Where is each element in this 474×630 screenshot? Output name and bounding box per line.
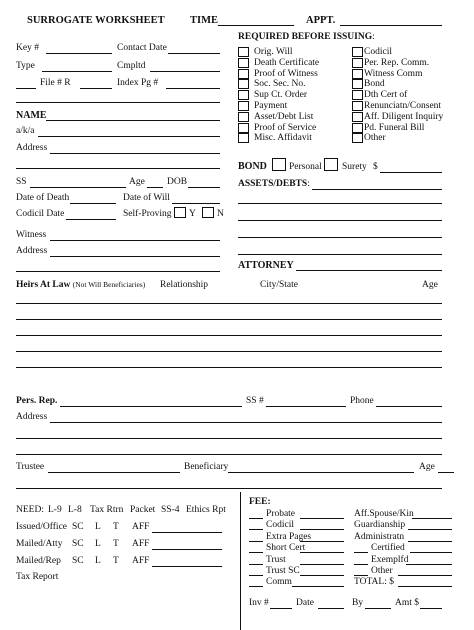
need-row-t: T bbox=[113, 522, 119, 532]
required-item-label: Codicil bbox=[364, 47, 392, 57]
need-row-label: Issued/Office bbox=[16, 522, 68, 532]
need-item-l8: L-8 bbox=[68, 505, 82, 515]
page-title: SURROGATE WORKSHEET bbox=[27, 15, 165, 26]
no-label: N bbox=[217, 209, 224, 219]
fee-divider bbox=[240, 492, 241, 630]
codicil-date-label: Codicil Date bbox=[16, 209, 65, 219]
bond-personal-checkbox[interactable] bbox=[272, 158, 286, 171]
required-item-label: Witness Comm bbox=[364, 68, 423, 79]
need-row-t: T bbox=[113, 556, 119, 566]
age-label: Age bbox=[129, 177, 145, 187]
assets-line-2[interactable] bbox=[238, 203, 442, 204]
blank-line[interactable] bbox=[16, 102, 220, 103]
need-row-aff: AFF bbox=[132, 556, 150, 566]
fee-left-field[interactable] bbox=[300, 529, 344, 530]
required-item-label: Dth Cert of bbox=[364, 90, 408, 101]
heir-line[interactable] bbox=[16, 319, 442, 320]
pers-rep-ss-label: SS # bbox=[246, 396, 264, 406]
age-field[interactable] bbox=[147, 187, 163, 188]
fee-left-blank[interactable] bbox=[249, 541, 263, 542]
beneficiary-field[interactable] bbox=[228, 472, 414, 473]
required-item-label: Death Certificate bbox=[254, 57, 320, 68]
required-checkbox[interactable] bbox=[238, 79, 249, 89]
required-item-label: Orig. Will bbox=[254, 47, 293, 57]
need-row-sc: SC bbox=[72, 522, 84, 532]
fee-left-label: Trust bbox=[266, 554, 286, 565]
fee-right-label: TOTAL: $ bbox=[354, 577, 394, 588]
type-field[interactable] bbox=[42, 71, 112, 72]
fee-left-label: Probate bbox=[266, 509, 296, 519]
attorney-field[interactable] bbox=[296, 270, 442, 271]
fee-left-field[interactable] bbox=[300, 541, 344, 542]
self-proving-no-checkbox[interactable] bbox=[202, 207, 214, 218]
pers-rep-phone-label: Phone bbox=[350, 396, 374, 406]
required-item-label: Proof of Witness bbox=[254, 68, 318, 79]
fee-left-label: Codicil bbox=[266, 520, 294, 531]
required-item-label: Misc. Affidavit bbox=[254, 133, 312, 144]
address-label: Address bbox=[16, 143, 48, 153]
assets-header: ASSETS/DEBTS: bbox=[238, 179, 310, 189]
fee-left-blank[interactable] bbox=[249, 586, 263, 587]
cmpltd-field[interactable] bbox=[150, 71, 220, 72]
pers-rep-address-line-3[interactable] bbox=[16, 454, 442, 455]
required-checkbox[interactable] bbox=[352, 133, 363, 143]
need-item-packet: Packet bbox=[130, 505, 156, 515]
required-item-label: Sup Ct. Order bbox=[254, 90, 308, 101]
amt-label: Amt $ bbox=[395, 598, 420, 608]
need-item-ethics-rpt: Ethics Rpt bbox=[186, 505, 226, 515]
witness-address-line-2[interactable] bbox=[16, 271, 220, 272]
required-checkbox[interactable] bbox=[238, 58, 249, 68]
bond-surety-checkbox[interactable] bbox=[324, 158, 338, 171]
file-field[interactable] bbox=[80, 88, 112, 89]
heir-line[interactable] bbox=[16, 303, 442, 304]
fee-left-blank[interactable] bbox=[249, 564, 263, 565]
fee-right-blank[interactable] bbox=[354, 575, 368, 576]
bond-amount-field[interactable] bbox=[380, 172, 442, 173]
pers-rep-label: Pers. Rep. bbox=[16, 396, 58, 406]
required-checkbox[interactable] bbox=[238, 123, 249, 133]
amt-field[interactable] bbox=[420, 608, 442, 609]
pers-rep-address-label: Address bbox=[16, 412, 48, 422]
pers-rep-address-field[interactable] bbox=[50, 422, 442, 423]
trustee-age-label: Age bbox=[419, 462, 435, 472]
fee-right-label: Administratn bbox=[354, 531, 405, 542]
pers-rep-ss-field[interactable] bbox=[266, 406, 346, 407]
name-label: NAME bbox=[16, 110, 47, 121]
need-row-label: Mailed/Rep bbox=[16, 556, 61, 566]
address-line-2[interactable] bbox=[16, 168, 220, 169]
trustee-field[interactable] bbox=[48, 472, 180, 473]
required-title: REQUIRED BEFORE ISSUING bbox=[238, 32, 373, 42]
need-label: NEED: bbox=[16, 505, 44, 515]
name-field[interactable] bbox=[46, 120, 220, 121]
cmpltd-label: Cmpltd bbox=[117, 61, 146, 71]
fee-right-field[interactable] bbox=[398, 586, 452, 587]
need-row-l: L bbox=[95, 522, 101, 532]
required-header: REQUIRED BEFORE ISSUING: bbox=[238, 32, 375, 42]
trustee-age-field[interactable] bbox=[438, 472, 454, 473]
fee-right-label: Certified bbox=[371, 543, 405, 554]
tax-report-label: Tax Report bbox=[16, 572, 59, 582]
need-row-sc: SC bbox=[72, 556, 84, 566]
heirs-city-state-label: City/State bbox=[260, 280, 298, 290]
required-checkbox[interactable] bbox=[238, 101, 249, 111]
trustee-label: Trustee bbox=[16, 462, 45, 472]
need-row-aff: AFF bbox=[132, 539, 150, 549]
required-item-label: Pd. Funeral Bill bbox=[364, 122, 425, 133]
need-row-field[interactable] bbox=[152, 549, 222, 550]
fee-right-label: Other bbox=[371, 566, 393, 576]
assets-line-4[interactable] bbox=[238, 237, 442, 238]
aka-field[interactable] bbox=[38, 136, 220, 137]
fee-right-field[interactable] bbox=[408, 541, 452, 542]
key-field[interactable] bbox=[46, 53, 112, 54]
heir-line[interactable] bbox=[16, 335, 442, 336]
required-checkbox[interactable] bbox=[352, 101, 363, 111]
yes-label: Y bbox=[189, 209, 196, 219]
required-checkbox[interactable] bbox=[238, 47, 249, 57]
need-item-tax-rtrn: Tax Rtrn bbox=[90, 505, 124, 515]
date-label: Date bbox=[296, 598, 314, 608]
need-item-l9: L-9 bbox=[48, 505, 62, 515]
fee-right-field[interactable] bbox=[398, 575, 452, 576]
bond-surety-label: Surety bbox=[342, 162, 367, 172]
aka-label: a/k/a bbox=[16, 126, 35, 136]
assets-line-3[interactable] bbox=[238, 220, 442, 221]
fee-right-field[interactable] bbox=[410, 552, 452, 553]
heirs-age-label: Age bbox=[422, 280, 438, 290]
heir-line[interactable] bbox=[16, 351, 442, 352]
required-checkbox[interactable] bbox=[352, 47, 363, 57]
required-item-label: Asset/Debt List bbox=[254, 111, 314, 122]
bond-personal-label: Personal bbox=[289, 162, 322, 172]
time-field[interactable] bbox=[218, 25, 294, 26]
required-item-label: Per. Rep. Comm. bbox=[364, 57, 430, 68]
witness-address-label: Address bbox=[16, 246, 48, 256]
fee-left-field[interactable] bbox=[292, 586, 344, 587]
heirs-relationship-label: Relationship bbox=[160, 280, 209, 290]
fee-left-label: Extra Pages bbox=[266, 531, 312, 542]
need-row-sc: SC bbox=[72, 539, 84, 549]
heirs-note: (Not Will Beneficiaries) bbox=[72, 280, 146, 289]
witness-label: Witness bbox=[16, 230, 47, 240]
required-checkbox[interactable] bbox=[238, 69, 249, 79]
need-row-l: L bbox=[95, 539, 101, 549]
need-row-t: T bbox=[113, 539, 119, 549]
bond-label: BOND bbox=[238, 161, 267, 172]
fee-left-label: Short Cert bbox=[266, 543, 306, 554]
by-field[interactable] bbox=[365, 608, 391, 609]
fee-right-blank[interactable] bbox=[354, 564, 368, 565]
file-prefix-field[interactable] bbox=[16, 88, 36, 89]
date-of-death-field[interactable] bbox=[70, 203, 116, 204]
heir-line[interactable] bbox=[16, 367, 442, 368]
need-item-ss4: SS-4 bbox=[161, 505, 180, 515]
fee-left-field[interactable] bbox=[300, 575, 344, 576]
pers-rep-field[interactable] bbox=[60, 406, 242, 407]
required-checkbox[interactable] bbox=[352, 123, 363, 133]
required-checkbox[interactable] bbox=[238, 133, 249, 143]
witness-field[interactable] bbox=[50, 240, 220, 241]
inv-label: Inv # bbox=[249, 598, 269, 608]
heirs-header bbox=[16, 281, 145, 291]
required-checkbox[interactable] bbox=[238, 90, 249, 100]
type-label: Type bbox=[16, 61, 35, 71]
fee-right-blank[interactable] bbox=[354, 552, 368, 553]
contact-date-label: Contact Date bbox=[117, 43, 167, 53]
by-label: By bbox=[352, 598, 364, 608]
key-label: Key # bbox=[16, 43, 39, 53]
codicil-date-field[interactable] bbox=[66, 219, 116, 220]
date-of-will-field[interactable] bbox=[172, 203, 220, 204]
fee-left-blank[interactable] bbox=[249, 529, 263, 530]
fee-left-label: Trust SC bbox=[266, 566, 300, 576]
index-pg-field[interactable] bbox=[166, 88, 220, 89]
pers-rep-address-line-2[interactable] bbox=[16, 438, 442, 439]
fee-left-label: Comm bbox=[266, 577, 292, 588]
fee-right-label: Aff.Spouse/Kin bbox=[354, 509, 414, 519]
attorney-label: ATTORNEY bbox=[238, 260, 294, 271]
date-of-death-label: Date of Death bbox=[16, 193, 70, 203]
required-item-label: Soc. Sec. No. bbox=[254, 79, 306, 90]
required-checkbox[interactable] bbox=[352, 69, 363, 79]
required-checkbox[interactable] bbox=[352, 79, 363, 89]
appt-label: APPT. bbox=[306, 15, 336, 26]
need-row-field[interactable] bbox=[152, 566, 222, 567]
need-row-aff: AFF bbox=[132, 522, 150, 532]
time-label: TIME bbox=[190, 15, 219, 26]
witness-address-field[interactable] bbox=[50, 256, 220, 257]
pers-rep-phone-field[interactable] bbox=[376, 406, 442, 407]
fee-right-field[interactable] bbox=[412, 518, 452, 519]
need-row-field[interactable] bbox=[152, 532, 222, 533]
fee-left-blank[interactable] bbox=[249, 552, 263, 553]
ss-label: SS bbox=[16, 177, 27, 187]
required-checkbox[interactable] bbox=[352, 112, 363, 122]
required-item-label: Bond bbox=[364, 79, 385, 90]
ss-field[interactable] bbox=[30, 187, 126, 188]
heirs-title: Heirs At Law bbox=[16, 280, 71, 290]
required-item-label: Proof of Service bbox=[254, 122, 317, 133]
assets-line-5[interactable] bbox=[238, 254, 442, 255]
required-item-label: Aff. Diligent Inquiry bbox=[364, 111, 444, 122]
fee-left-field[interactable] bbox=[300, 552, 344, 553]
date-field[interactable] bbox=[318, 608, 344, 609]
assets-field[interactable] bbox=[312, 189, 442, 190]
trustee-line-2[interactable] bbox=[16, 488, 442, 489]
required-checkbox[interactable] bbox=[238, 112, 249, 122]
required-item-label: Payment bbox=[254, 101, 288, 111]
contact-date-field[interactable] bbox=[168, 53, 220, 54]
appt-field[interactable] bbox=[340, 25, 442, 26]
beneficiary-label: Beneficiary bbox=[184, 462, 229, 472]
dob-field[interactable] bbox=[188, 187, 220, 188]
fee-right-label: Exemplfd bbox=[371, 554, 409, 565]
dob-label: DOB bbox=[167, 177, 188, 187]
need-row-label: Mailed/Atty bbox=[16, 539, 63, 549]
required-checkbox[interactable] bbox=[352, 90, 363, 100]
required-item-label: Renunciatn/Consent bbox=[364, 101, 442, 111]
self-proving-label: Self-Proving bbox=[123, 209, 172, 219]
file-label: File # R bbox=[40, 78, 71, 88]
required-checkbox[interactable] bbox=[352, 58, 363, 68]
bond-dollar-label: $ bbox=[373, 162, 378, 172]
fee-left-blank[interactable] bbox=[249, 518, 263, 519]
address-field[interactable] bbox=[50, 153, 220, 154]
assets-label: ASSETS/DEBTS bbox=[238, 179, 308, 189]
required-item-label: Other bbox=[364, 133, 386, 144]
fee-right-field[interactable] bbox=[406, 564, 452, 565]
need-row-l: L bbox=[95, 556, 101, 566]
inv-field[interactable] bbox=[270, 608, 292, 609]
fee-title: FEE: bbox=[249, 497, 271, 507]
fee-right-field[interactable] bbox=[408, 529, 452, 530]
fee-right-label: Guardianship bbox=[354, 520, 406, 531]
self-proving-yes-checkbox[interactable] bbox=[174, 207, 186, 218]
index-pg-label: Index Pg # bbox=[117, 78, 159, 88]
fee-left-field[interactable] bbox=[300, 564, 344, 565]
fee-left-field[interactable] bbox=[300, 518, 344, 519]
fee-left-blank[interactable] bbox=[249, 575, 263, 576]
date-of-will-label: Date of Will bbox=[123, 193, 170, 203]
